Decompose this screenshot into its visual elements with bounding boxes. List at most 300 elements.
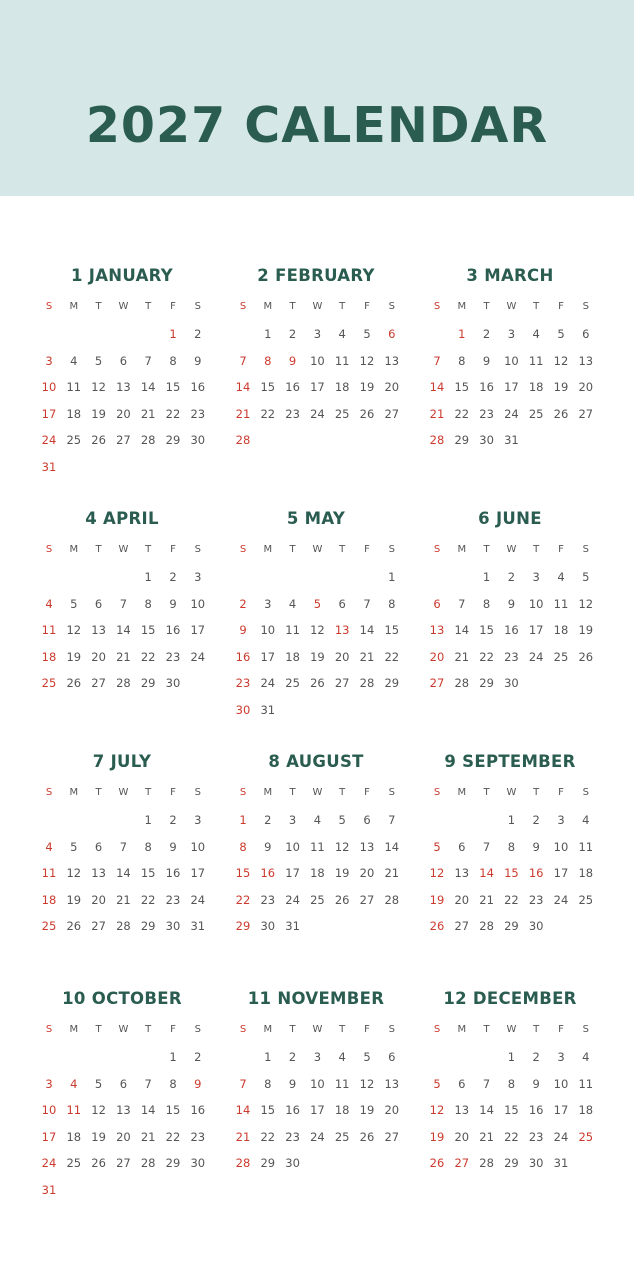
day-cell: 16 <box>235 649 251 664</box>
day-cell: 11 <box>310 839 325 854</box>
day-cell: 28 <box>235 433 251 447</box>
day-cell: 9 <box>194 353 202 368</box>
day-cell: 3 <box>313 327 322 341</box>
day-cell: 31 <box>41 459 57 474</box>
day-cell: 7 <box>239 353 247 368</box>
day-cell: 27 <box>91 676 106 690</box>
day-cell: 12 <box>578 596 594 611</box>
day-cell: 11 <box>41 623 57 637</box>
weekday-label: M <box>69 301 79 312</box>
weekday-label: W <box>506 544 517 555</box>
day-cell: 23 <box>285 1129 300 1144</box>
day-cell: 1 <box>482 570 491 584</box>
day-cell: 16 <box>165 623 181 637</box>
weekday-label: T <box>289 544 296 555</box>
day-cell: 27 <box>359 892 375 907</box>
weekday-label: M <box>457 544 467 555</box>
day-cell: 20 <box>116 406 131 421</box>
day-cell: 28 <box>454 676 470 690</box>
day-cell: 6 <box>94 839 103 854</box>
day-cell: 9 <box>239 623 247 637</box>
day-cell: 27 <box>578 406 594 421</box>
month-block <box>425 752 595 982</box>
day-cell: 29 <box>260 1156 276 1170</box>
day-cell: 24 <box>285 892 300 907</box>
weekday-label: T <box>289 1024 296 1035</box>
day-cell: 16 <box>504 623 519 637</box>
day-cell: 18 <box>334 380 350 394</box>
day-cell: 10 <box>504 353 519 368</box>
day-cell: 12 <box>91 1103 106 1117</box>
day-cell: 27 <box>384 406 400 421</box>
weekday-label: T <box>339 787 346 798</box>
weekday-label: T <box>339 301 346 312</box>
day-cell: 27 <box>454 1156 470 1170</box>
day-cell: 31 <box>504 433 519 447</box>
weekday-label: M <box>263 544 273 555</box>
day-cell: 19 <box>66 892 82 907</box>
day-cell: 20 <box>454 1129 470 1144</box>
day-cell: 11 <box>578 1076 594 1091</box>
day-cell: 15 <box>504 1103 519 1117</box>
day-cell: 10 <box>553 1076 569 1091</box>
day-cell: 13 <box>384 353 400 368</box>
day-cell: 21 <box>116 892 131 907</box>
day-cell: 3 <box>194 570 202 584</box>
day-cell: 31 <box>260 702 276 717</box>
month-block <box>425 509 595 739</box>
day-cell: 12 <box>429 1103 445 1117</box>
day-cell: 22 <box>260 406 276 421</box>
weekday-label: S <box>388 787 395 798</box>
day-cell: 5 <box>94 353 103 368</box>
day-cell: 21 <box>454 649 470 664</box>
day-cell: 17 <box>528 623 544 637</box>
day-cell: 21 <box>235 1129 251 1144</box>
day-cell: 29 <box>165 433 181 447</box>
weekday-label: M <box>69 1024 79 1035</box>
day-cell: 6 <box>582 327 590 341</box>
weekday-label: T <box>95 1024 102 1035</box>
month-name: 1 JANUARY <box>70 266 174 285</box>
day-cell: 18 <box>310 866 325 880</box>
day-cell: 18 <box>528 380 544 394</box>
day-cell: 12 <box>553 353 569 368</box>
weekday-label: W <box>312 544 323 555</box>
weekday-label: F <box>558 301 564 312</box>
weekday-label: S <box>582 1024 589 1035</box>
day-cell: 17 <box>41 406 57 421</box>
weekday-label: S <box>45 301 53 312</box>
day-cell: 21 <box>384 866 400 880</box>
day-cell: 13 <box>91 623 106 637</box>
day-cell: 12 <box>91 380 106 394</box>
day-cell: 21 <box>116 649 131 664</box>
day-cell: 25 <box>310 892 325 907</box>
day-cell: 5 <box>557 327 565 341</box>
day-cell: 15 <box>140 866 156 880</box>
day-cell: 26 <box>429 1156 445 1170</box>
day-cell: 5 <box>363 327 371 341</box>
day-cell: 2 <box>532 1050 540 1064</box>
weekday-label: W <box>506 1024 517 1035</box>
weekday-label: M <box>457 787 467 798</box>
day-cell: 2 <box>264 813 272 827</box>
day-cell: 24 <box>260 676 276 690</box>
day-cell: 23 <box>285 406 300 421</box>
day-cell: 29 <box>504 1156 519 1170</box>
weekday-label: S <box>239 1024 247 1035</box>
day-cell: 13 <box>91 866 106 880</box>
weekday-label: S <box>194 1024 201 1035</box>
day-cell: 6 <box>94 596 103 611</box>
weekday-label: F <box>558 1024 564 1035</box>
day-cell: 14 <box>429 380 445 394</box>
day-cell: 1 <box>264 1050 272 1064</box>
day-cell: 14 <box>384 839 400 854</box>
day-cell: 2 <box>507 570 516 584</box>
day-cell: 21 <box>479 892 494 907</box>
day-cell: 28 <box>140 1156 156 1170</box>
day-cell: 29 <box>140 676 156 690</box>
day-cell: 15 <box>165 380 181 394</box>
day-cell: 20 <box>91 649 106 664</box>
month-block <box>231 266 401 496</box>
day-cell: 4 <box>70 353 78 368</box>
day-cell: 22 <box>140 649 156 664</box>
day-cell: 20 <box>454 892 470 907</box>
month-name: 4 APRIL <box>85 509 159 528</box>
weekday-label: S <box>433 1024 441 1035</box>
day-cell: 12 <box>429 866 445 880</box>
day-cell: 3 <box>264 596 272 611</box>
day-cell: 27 <box>91 919 106 933</box>
day-cell: 12 <box>359 1076 375 1091</box>
day-cell: 25 <box>41 919 57 933</box>
day-cell: 8 <box>482 596 491 611</box>
weekday-label: S <box>388 544 395 555</box>
day-cell: 1 <box>458 327 466 341</box>
day-cell: 12 <box>359 353 375 368</box>
day-cell: 9 <box>532 1076 540 1091</box>
day-cell: 8 <box>388 596 396 611</box>
weekday-label: F <box>170 544 176 555</box>
day-cell: 16 <box>479 380 494 394</box>
day-cell: 24 <box>190 649 206 664</box>
weekday-label: S <box>582 301 589 312</box>
day-cell: 6 <box>433 596 441 611</box>
day-cell: 23 <box>260 892 276 907</box>
day-cell: 13 <box>116 1103 131 1117</box>
day-cell: 26 <box>334 892 350 907</box>
day-cell: 8 <box>144 596 152 611</box>
day-cell: 2 <box>194 327 202 341</box>
day-cell: 10 <box>310 1076 325 1091</box>
day-cell: 10 <box>41 380 57 394</box>
day-cell: 13 <box>334 623 350 637</box>
day-cell: 4 <box>338 327 346 341</box>
day-cell: 10 <box>285 839 300 854</box>
weekday-label: T <box>533 544 540 555</box>
day-cell: 13 <box>454 1103 470 1117</box>
day-cell: 1 <box>144 570 152 584</box>
day-cell: 19 <box>359 1103 375 1117</box>
weekday-label: S <box>433 787 441 798</box>
day-cell: 11 <box>528 353 544 368</box>
day-cell: 26 <box>91 433 106 447</box>
weekday-label: T <box>339 544 346 555</box>
month-name: 7 JULY <box>92 752 152 771</box>
day-cell: 22 <box>504 892 519 907</box>
day-cell: 30 <box>479 433 494 447</box>
day-cell: 28 <box>116 676 131 690</box>
day-cell: 30 <box>528 1156 544 1170</box>
day-cell: 11 <box>41 866 57 880</box>
month-block <box>231 989 401 1219</box>
day-cell: 9 <box>194 1076 202 1091</box>
day-cell: 29 <box>479 676 494 690</box>
day-cell: 6 <box>119 1076 128 1091</box>
day-cell: 31 <box>41 1182 57 1197</box>
day-cell: 20 <box>91 892 106 907</box>
day-cell: 22 <box>260 1129 276 1144</box>
weekday-label: M <box>263 301 273 312</box>
day-cell: 1 <box>264 327 272 341</box>
weekday-label: S <box>194 301 201 312</box>
day-cell: 14 <box>116 623 131 637</box>
weekday-label: S <box>582 544 589 555</box>
day-cell: 20 <box>116 1129 131 1144</box>
day-cell: 4 <box>338 1050 346 1064</box>
day-cell: 19 <box>578 623 594 637</box>
day-cell: 5 <box>70 596 78 611</box>
day-cell: 7 <box>458 596 466 611</box>
day-cell: 23 <box>479 406 494 421</box>
day-cell: 4 <box>582 813 590 827</box>
day-cell: 24 <box>553 1129 569 1144</box>
month-block <box>37 989 207 1219</box>
day-cell: 10 <box>528 596 544 611</box>
weekday-label: W <box>506 301 517 312</box>
day-cell: 8 <box>169 1076 177 1091</box>
day-cell: 30 <box>165 919 181 933</box>
day-cell: 11 <box>66 1103 82 1117</box>
day-cell: 22 <box>479 649 494 664</box>
day-cell: 24 <box>310 406 325 421</box>
weekday-label: W <box>118 301 129 312</box>
day-cell: 27 <box>116 1156 131 1170</box>
weekday-label: S <box>239 787 247 798</box>
day-cell: 26 <box>359 406 375 421</box>
day-cell: 23 <box>165 649 181 664</box>
weekday-label: T <box>533 301 540 312</box>
day-cell: 29 <box>384 676 400 690</box>
day-cell: 4 <box>532 327 540 341</box>
day-cell: 8 <box>507 839 516 854</box>
day-cell: 28 <box>429 433 445 447</box>
day-cell: 16 <box>165 866 181 880</box>
day-cell: 7 <box>482 839 491 854</box>
weekday-label: S <box>239 301 247 312</box>
day-cell: 27 <box>334 676 350 690</box>
day-cell: 19 <box>553 380 569 394</box>
weekday-label: T <box>95 544 102 555</box>
weekday-label: T <box>533 1024 540 1035</box>
day-cell: 2 <box>482 327 491 341</box>
day-cell: 22 <box>165 1129 181 1144</box>
weekday-label: T <box>289 301 296 312</box>
weekday-label: W <box>506 787 517 798</box>
day-cell: 21 <box>359 649 375 664</box>
day-cell: 27 <box>116 433 131 447</box>
day-cell: 30 <box>504 676 519 690</box>
day-cell: 16 <box>190 1103 206 1117</box>
day-cell: 1 <box>507 813 516 827</box>
day-cell: 3 <box>194 813 202 827</box>
day-cell: 17 <box>190 623 206 637</box>
day-cell: 1 <box>239 813 247 827</box>
day-cell: 16 <box>285 380 300 394</box>
page-title: 2027 CALENDAR <box>85 97 549 154</box>
month-block <box>425 989 595 1219</box>
day-cell: 1 <box>388 570 396 584</box>
day-cell: 28 <box>384 892 400 907</box>
day-cell: 17 <box>41 1129 57 1144</box>
weekday-label: S <box>45 787 53 798</box>
day-cell: 5 <box>363 1050 371 1064</box>
weekday-label: T <box>145 787 152 798</box>
day-cell: 4 <box>45 596 53 611</box>
weekday-label: M <box>263 787 273 798</box>
weekday-label: F <box>364 301 370 312</box>
day-cell: 14 <box>479 1103 494 1117</box>
day-cell: 19 <box>429 892 445 907</box>
day-cell: 16 <box>190 380 206 394</box>
day-cell: 14 <box>116 866 131 880</box>
day-cell: 29 <box>140 919 156 933</box>
day-cell: 10 <box>310 353 325 368</box>
day-cell: 17 <box>285 866 300 880</box>
weekday-label: W <box>118 544 129 555</box>
weekday-label: S <box>194 544 201 555</box>
day-cell: 2 <box>239 596 247 611</box>
day-cell: 22 <box>235 892 251 907</box>
weekday-label: S <box>582 787 589 798</box>
day-cell: 22 <box>454 406 470 421</box>
day-cell: 15 <box>504 866 519 880</box>
day-cell: 14 <box>454 623 470 637</box>
day-cell: 28 <box>479 919 494 933</box>
day-cell: 13 <box>429 623 445 637</box>
day-cell: 29 <box>504 919 519 933</box>
weekday-label: F <box>170 787 176 798</box>
day-cell: 5 <box>433 1076 441 1091</box>
day-cell: 4 <box>288 596 297 611</box>
day-cell: 1 <box>169 1050 177 1064</box>
month-name: 10 OCTOBER <box>62 989 182 1008</box>
day-cell: 5 <box>70 839 78 854</box>
day-cell: 12 <box>334 839 350 854</box>
day-cell: 15 <box>454 380 470 394</box>
day-cell: 13 <box>384 1076 400 1091</box>
day-cell: 1 <box>169 327 177 341</box>
day-cell: 3 <box>557 1050 565 1064</box>
day-cell: 30 <box>235 702 251 717</box>
day-cell: 11 <box>66 380 82 394</box>
day-cell: 8 <box>239 839 247 854</box>
day-cell: 25 <box>66 1156 82 1170</box>
day-cell: 9 <box>264 839 272 854</box>
day-cell: 23 <box>190 1129 206 1144</box>
month-name: 5 MAY <box>286 509 346 528</box>
day-cell: 19 <box>66 649 82 664</box>
month-name: 3 MARCH <box>466 266 554 285</box>
day-cell: 26 <box>553 406 569 421</box>
day-cell: 2 <box>169 570 177 584</box>
month-block <box>231 509 401 739</box>
weekday-label: T <box>483 544 490 555</box>
day-cell: 4 <box>313 813 322 827</box>
day-cell: 26 <box>66 676 82 690</box>
day-cell: 9 <box>169 596 177 611</box>
day-cell: 3 <box>45 353 53 368</box>
day-cell: 28 <box>235 1156 251 1170</box>
day-cell: 7 <box>363 596 371 611</box>
day-cell: 15 <box>260 1103 276 1117</box>
day-cell: 31 <box>190 919 206 933</box>
day-cell: 25 <box>578 1129 594 1144</box>
day-cell: 3 <box>288 813 297 827</box>
day-cell: 7 <box>388 813 396 827</box>
day-cell: 18 <box>553 623 569 637</box>
day-cell: 3 <box>532 570 540 584</box>
weekday-label: T <box>483 1024 490 1035</box>
day-cell: 25 <box>285 676 300 690</box>
day-cell: 11 <box>578 839 594 854</box>
day-cell: 13 <box>454 866 470 880</box>
month-name: 9 SEPTEMBER <box>444 752 576 771</box>
day-cell: 5 <box>94 1076 103 1091</box>
day-cell: 15 <box>384 623 400 637</box>
day-cell: 14 <box>479 866 494 880</box>
month-block <box>425 266 595 496</box>
weekday-label: M <box>263 1024 273 1035</box>
weekday-label: T <box>95 787 102 798</box>
day-cell: 17 <box>260 649 276 664</box>
day-cell: 18 <box>285 649 300 664</box>
month-name: 2 FEBRUARY <box>257 266 375 285</box>
day-cell: 5 <box>433 839 441 854</box>
day-cell: 12 <box>66 866 82 880</box>
day-cell: 30 <box>165 676 181 690</box>
day-cell: 28 <box>359 676 375 690</box>
day-cell: 30 <box>285 1156 300 1170</box>
weekday-label: S <box>239 544 247 555</box>
day-cell: 17 <box>553 866 569 880</box>
day-cell: 29 <box>235 919 251 933</box>
day-cell: 6 <box>363 813 371 827</box>
day-cell: 12 <box>310 623 325 637</box>
day-cell: 8 <box>458 353 466 368</box>
day-cell: 2 <box>169 813 177 827</box>
day-cell: 5 <box>582 570 590 584</box>
month-block <box>231 752 401 982</box>
weekday-label: W <box>312 787 323 798</box>
day-cell: 10 <box>553 839 569 854</box>
day-cell: 6 <box>119 353 128 368</box>
weekday-label: S <box>45 1024 53 1035</box>
weekday-label: T <box>339 1024 346 1035</box>
